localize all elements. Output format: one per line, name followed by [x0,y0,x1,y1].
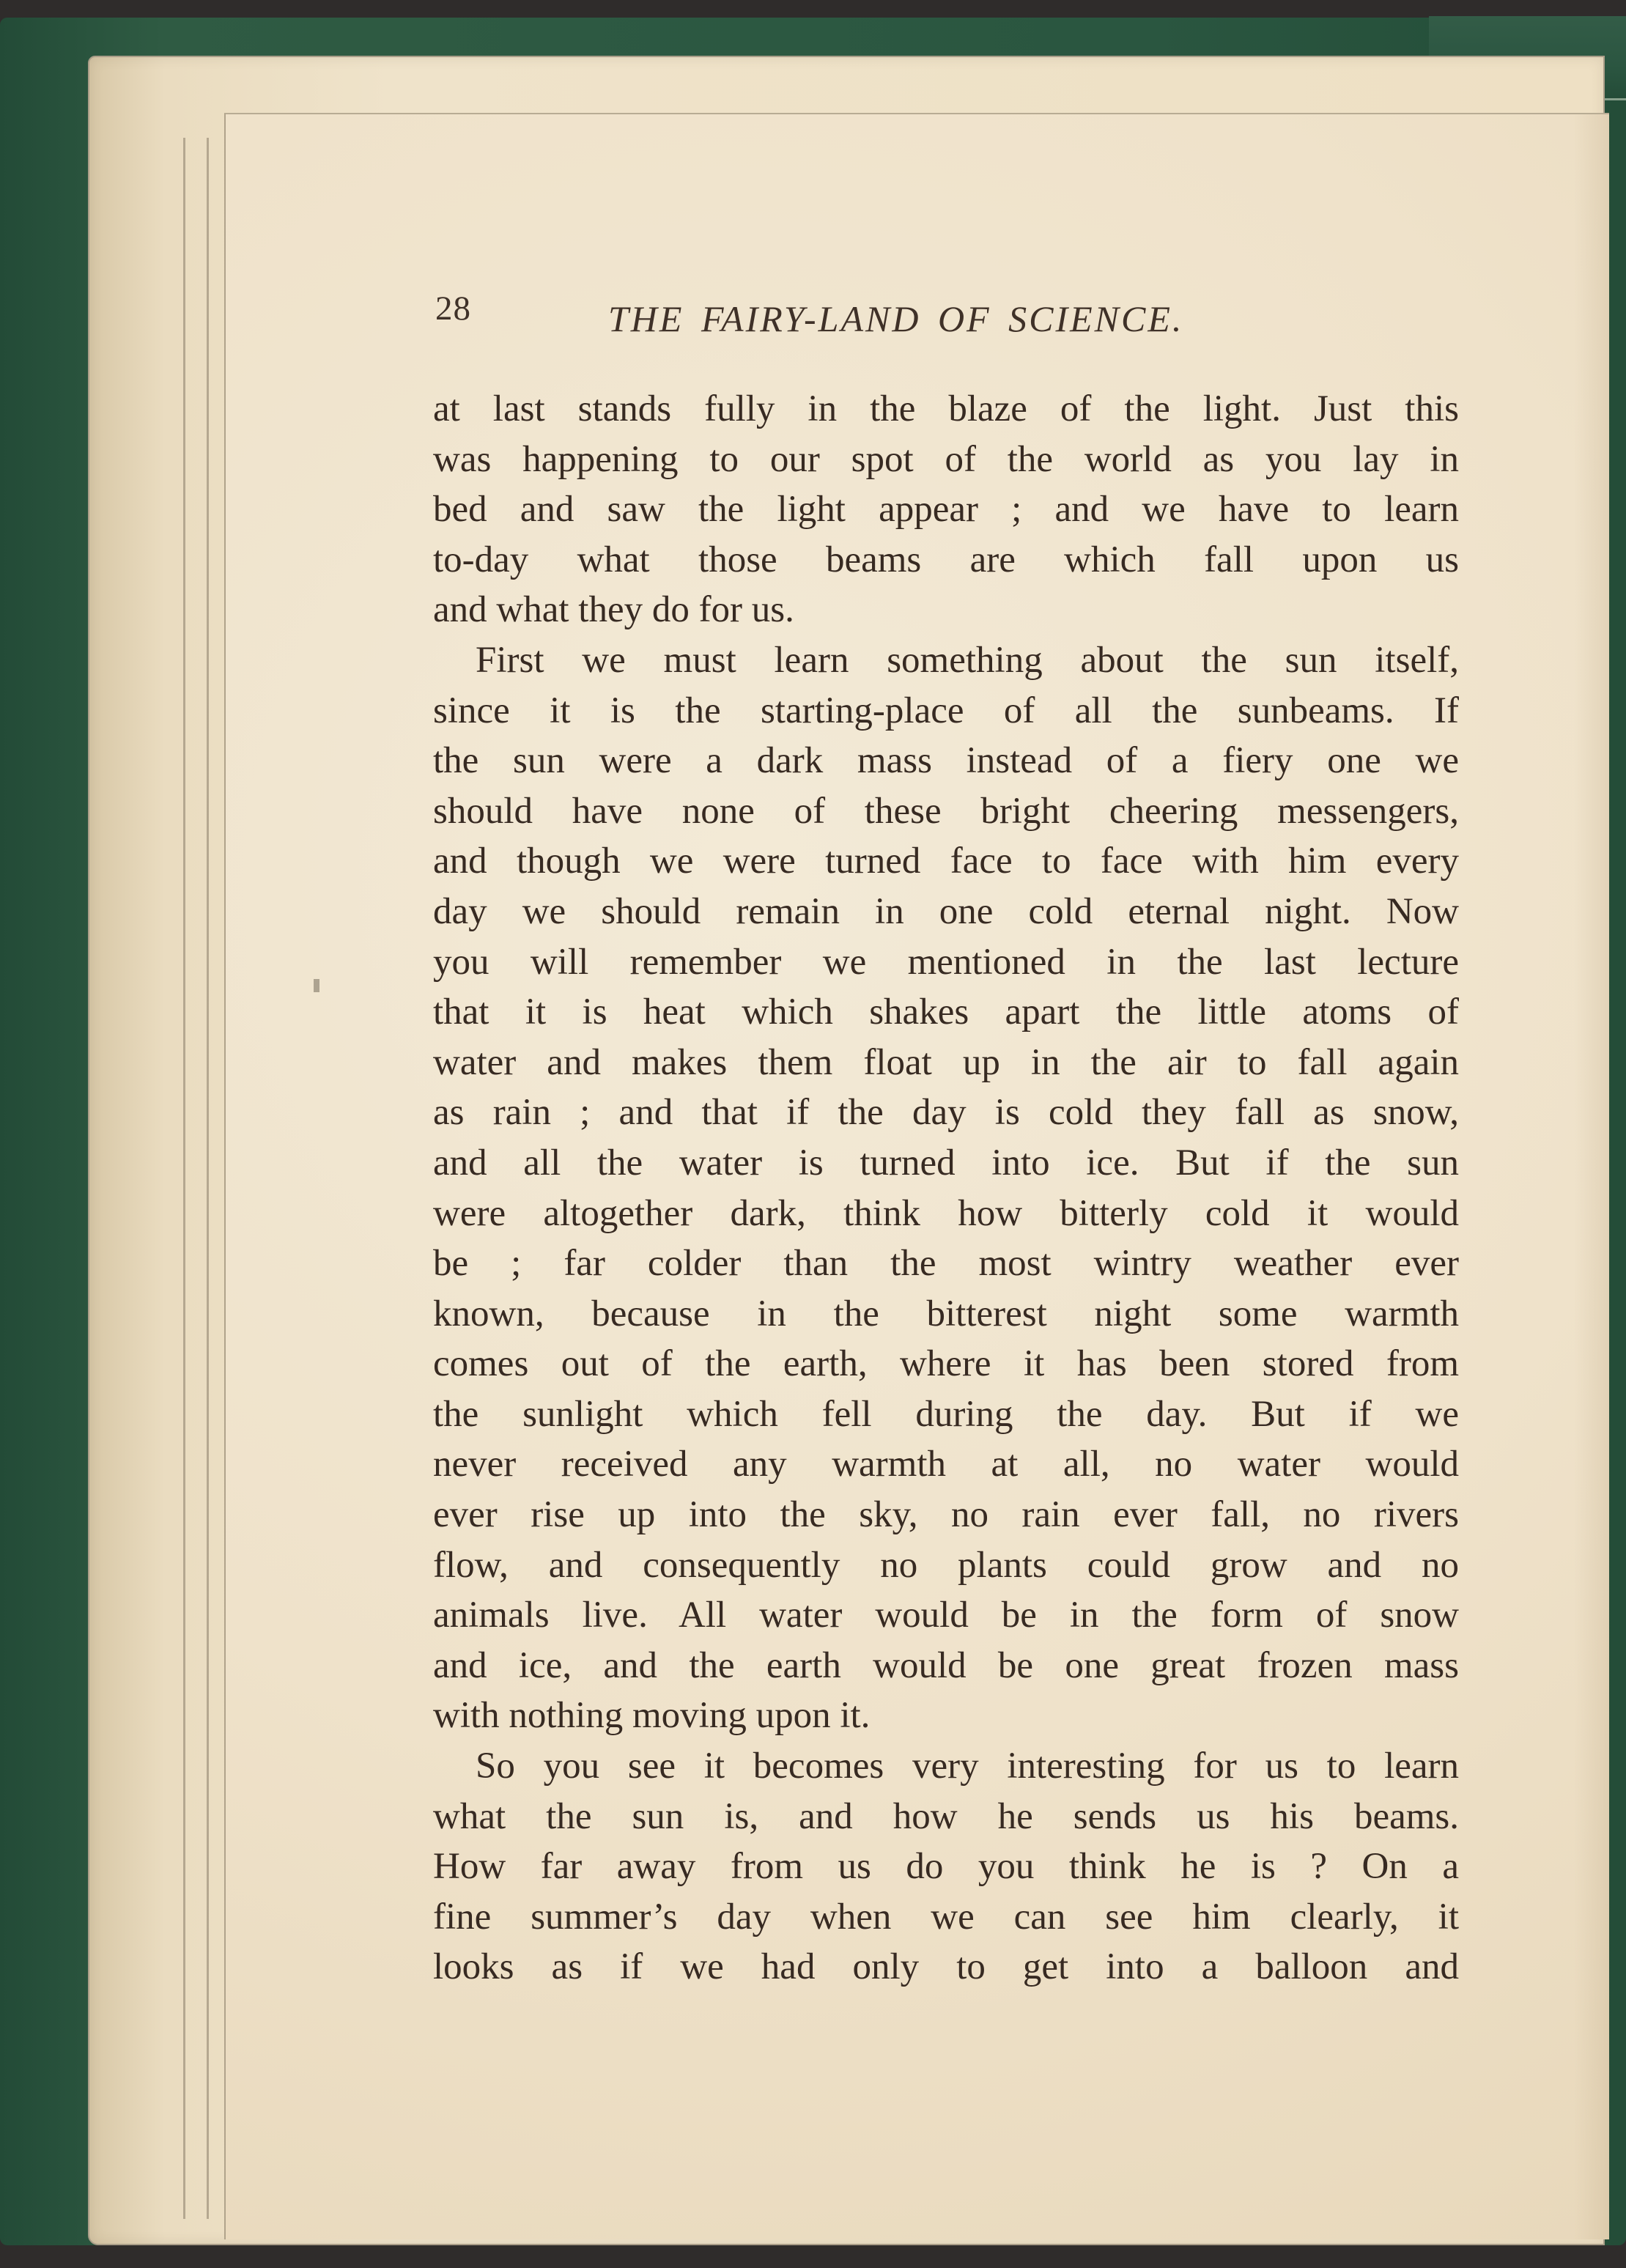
text-line: the sunlight which fell during the day. But if we [433,1393,1459,1435]
text-line: as rain ; and that if the day is cold they fall as snow, [433,1092,1459,1134]
text-line: should have none of these bright cheering messengers, [433,790,1459,832]
text-line: and ice, and the earth would be one great frozen mass [433,1644,1459,1686]
text-line: animals live. All water would be in the form of snow [433,1595,1459,1636]
text-line: at last stands fully in the blaze of the light. Just this [433,388,1459,429]
text-line: was happening to our spot of the world as you lay in [433,438,1459,480]
text-line: that it is heat which shakes apart the little atoms of [433,991,1459,1033]
text-line: were altogether dark, think how bitterly cold it would [433,1192,1459,1234]
running-header [435,289,1483,355]
page-edge [207,138,209,2219]
page-number: 28 [435,289,471,328]
text-line: be ; far colder than the most wintry weather ever [433,1243,1459,1285]
book-title: THE FAIRY-LAND OF SCIENCE. [608,298,1184,339]
text-line: what the sun is, and how he sends us his beams. [433,1795,1459,1837]
text-line: and though we were turned face to face with him every [433,841,1459,882]
text-line: the sun were a dark mass instead of a fiery one we [433,740,1459,782]
page-mark [314,979,319,992]
book-page [224,113,1609,2239]
text-line: fine summer’s day when we can see him clearly, it [433,1896,1459,1938]
text-line: bed and saw the light appear ; and we have to learn [433,489,1459,531]
body-text [433,384,1459,1992]
text-line: you will remember we mentioned in the last lecture [433,941,1459,983]
text-line: and all the water is turned into ice. But if the sun [433,1142,1459,1183]
text-line: comes out of the earth, where it has been stored from [433,1343,1459,1385]
text-line: known, because in the bitterest night some warmth [433,1293,1459,1334]
text-line: with nothing moving upon it. [433,1695,871,1737]
text-line: ever rise up into the sky, no rain ever fall, no rivers [433,1494,1459,1536]
text-line: and what they do for us. [433,589,794,631]
text-line: water and makes them float up in the air to fall again [433,1041,1459,1083]
text-line: How far away from us do you think he is ? On a [433,1846,1459,1888]
text-line: looks as if we had only to get into a balloon and [433,1946,1459,1988]
page-edge [183,138,185,2219]
text-line: day we should remain in one cold eternal night. Now [433,890,1459,932]
text-line: flow, and consequently no plants could grow and no [433,1544,1459,1586]
text-line: So you see it becomes very interesting for us to learn [476,1746,1459,1787]
text-line: since it is the starting-place of all the sunbeams. If [433,690,1459,731]
text-line: never received any warmth at all, no water would [433,1444,1459,1485]
text-line: to-day what those beams are which fall upon us [433,539,1459,580]
text-line: First we must learn something about the sun itself, [476,639,1459,681]
